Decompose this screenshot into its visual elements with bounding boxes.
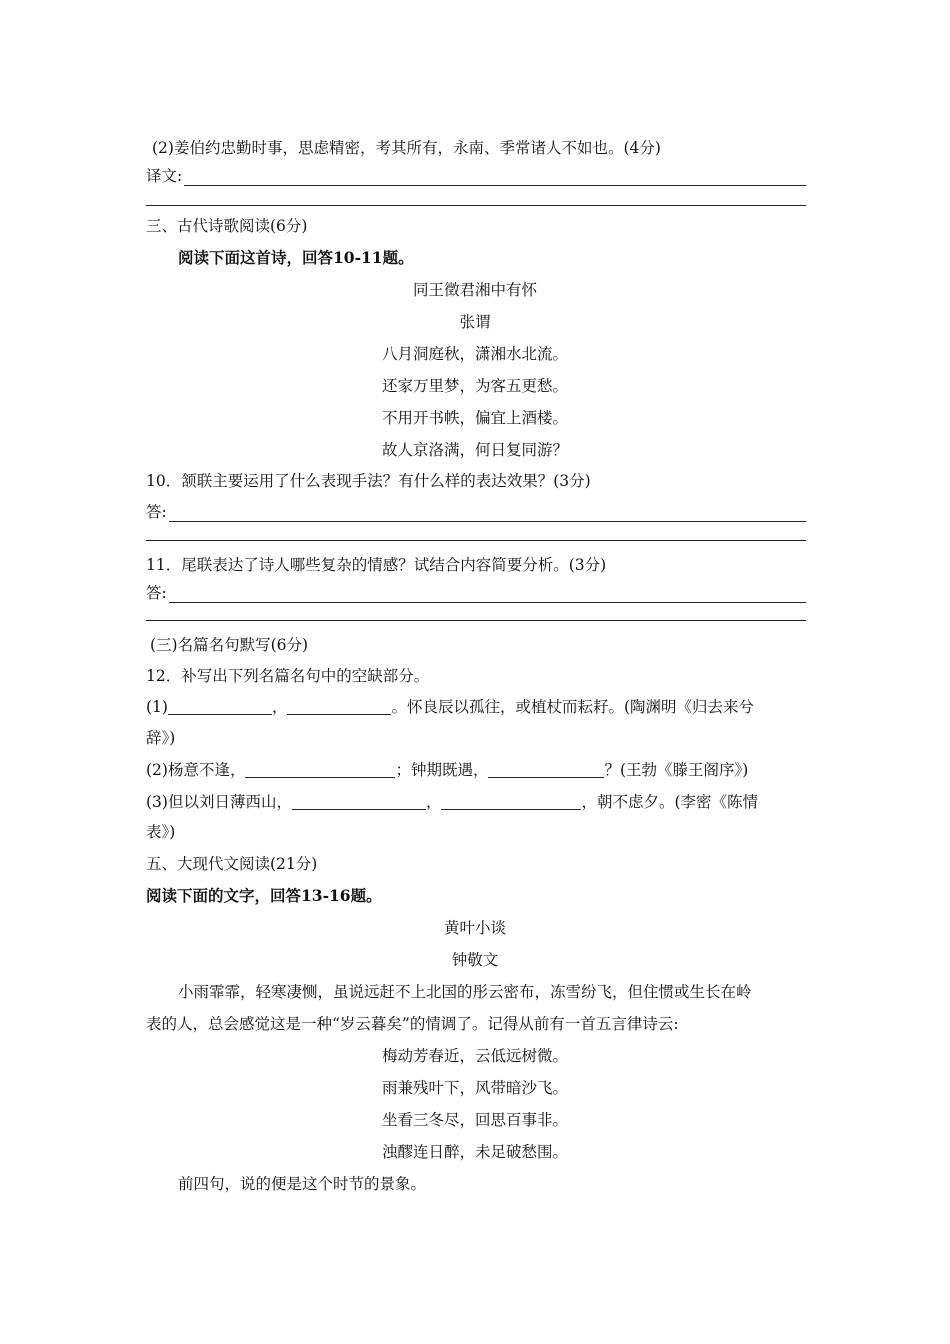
blank-3a[interactable] xyxy=(292,793,426,810)
answer-row-10 xyxy=(146,502,806,522)
item-text: 。怀良辰以孤往，或植杖而耘耔。(陶渊明《归去来兮 xyxy=(391,698,755,716)
fill-item-1-cont: 辞》) xyxy=(146,729,176,747)
section-3-heading: 三、古代诗歌阅读(6分) xyxy=(146,217,308,235)
poem-line: 不用开书帙，偏宜上酒楼。 xyxy=(381,409,568,427)
answer-line[interactable] xyxy=(146,620,806,621)
fill-item-3-cont: 表》) xyxy=(146,823,176,841)
fill-item-3 xyxy=(146,792,758,812)
item-text: ；钟期既遇， xyxy=(395,761,489,779)
quoted-poem-line: 坐看三冬尽，回思百事非。 xyxy=(381,1111,568,1129)
quoted-poem-line: 梅动芳春近，云低远树微。 xyxy=(381,1047,568,1065)
answer-blank[interactable] xyxy=(169,505,806,522)
poem-line: 故人京洛满，何日复同游？ xyxy=(381,441,568,459)
answer-label: 答: xyxy=(146,584,167,602)
item-text: ？(王勃《滕王阁序》) xyxy=(604,761,749,779)
fill-item-1 xyxy=(146,697,754,717)
section-5-instruction: 阅读下面的文字，回答13-16题。 xyxy=(146,886,382,905)
question-11: 11．尾联表达了诗人哪些复杂的情感？试结合内容简要分析。(3分) xyxy=(146,556,607,574)
answer-row-11 xyxy=(146,583,806,603)
section-5-heading: 五、大现代文阅读(21分) xyxy=(146,855,318,873)
essay-author: 钟敬文 xyxy=(451,951,499,969)
quoted-poem-line: 雨兼残叶下，风带暗沙飞。 xyxy=(381,1079,568,1097)
poem-author: 张谓 xyxy=(459,313,491,331)
answer-row-9-2 xyxy=(146,166,806,186)
answer-line[interactable] xyxy=(146,540,806,541)
answer-blank[interactable] xyxy=(169,586,806,603)
answer-line[interactable] xyxy=(146,205,806,206)
answer-label: 答: xyxy=(146,503,167,521)
item-number: (1) xyxy=(146,698,168,716)
answer-label: 译文: xyxy=(146,167,183,185)
poem-title: 同王徵君湘中有怀 xyxy=(412,281,537,299)
essay-title: 黄叶小谈 xyxy=(443,919,506,937)
item-text: (2)杨意不逢， xyxy=(146,761,246,779)
famous-lines-heading: (三)名篇名句默写(6分) xyxy=(150,636,309,654)
section-3-instruction: 阅读下面这首诗，回答10-11题。 xyxy=(178,248,414,267)
question-10: 10．颔联主要运用了什么表现手法？有什么样的表达效果？(3分) xyxy=(146,472,591,490)
blank-1b[interactable] xyxy=(287,698,391,715)
blank-2a[interactable] xyxy=(245,761,395,778)
separator: ， xyxy=(425,793,442,811)
essay-paragraph: 小雨霏霏，轻寒凄恻，虽说远赶不上北国的彤云密布，冻雪纷飞，但住惯或生长在岭 xyxy=(178,983,752,1001)
question-12: 12．补写出下列名篇名句中的空缺部分。 xyxy=(146,667,430,685)
essay-paragraph: 前四句，说的便是这个时节的景象。 xyxy=(178,1175,427,1193)
poem-line: 还家万里梦，为客五更愁。 xyxy=(381,377,568,395)
blank-1a[interactable] xyxy=(168,698,272,715)
item-text: ，朝不虑夕。(李密《陈情 xyxy=(581,793,759,811)
poem-line: 八月洞庭秋，潇湘水北流。 xyxy=(381,345,568,363)
quoted-poem-line: 浊醪连日醉，未足破愁围。 xyxy=(381,1143,568,1161)
essay-paragraph-cont: 表的人，总会感觉这是一种“岁云暮矣”的情调了。记得从前有一首五言律诗云: xyxy=(146,1015,679,1033)
blank-3b[interactable] xyxy=(441,793,581,810)
question-9-2: (2)姜伯约忠勤时事，思虑精密，考其所有，永南、季常诸人不如也。(4分) xyxy=(152,139,661,157)
separator: ， xyxy=(271,698,288,716)
answer-blank[interactable] xyxy=(184,169,806,186)
fill-item-2 xyxy=(146,760,748,780)
item-text: (3)但以刘日薄西山， xyxy=(146,793,292,811)
blank-2b[interactable] xyxy=(488,761,604,778)
